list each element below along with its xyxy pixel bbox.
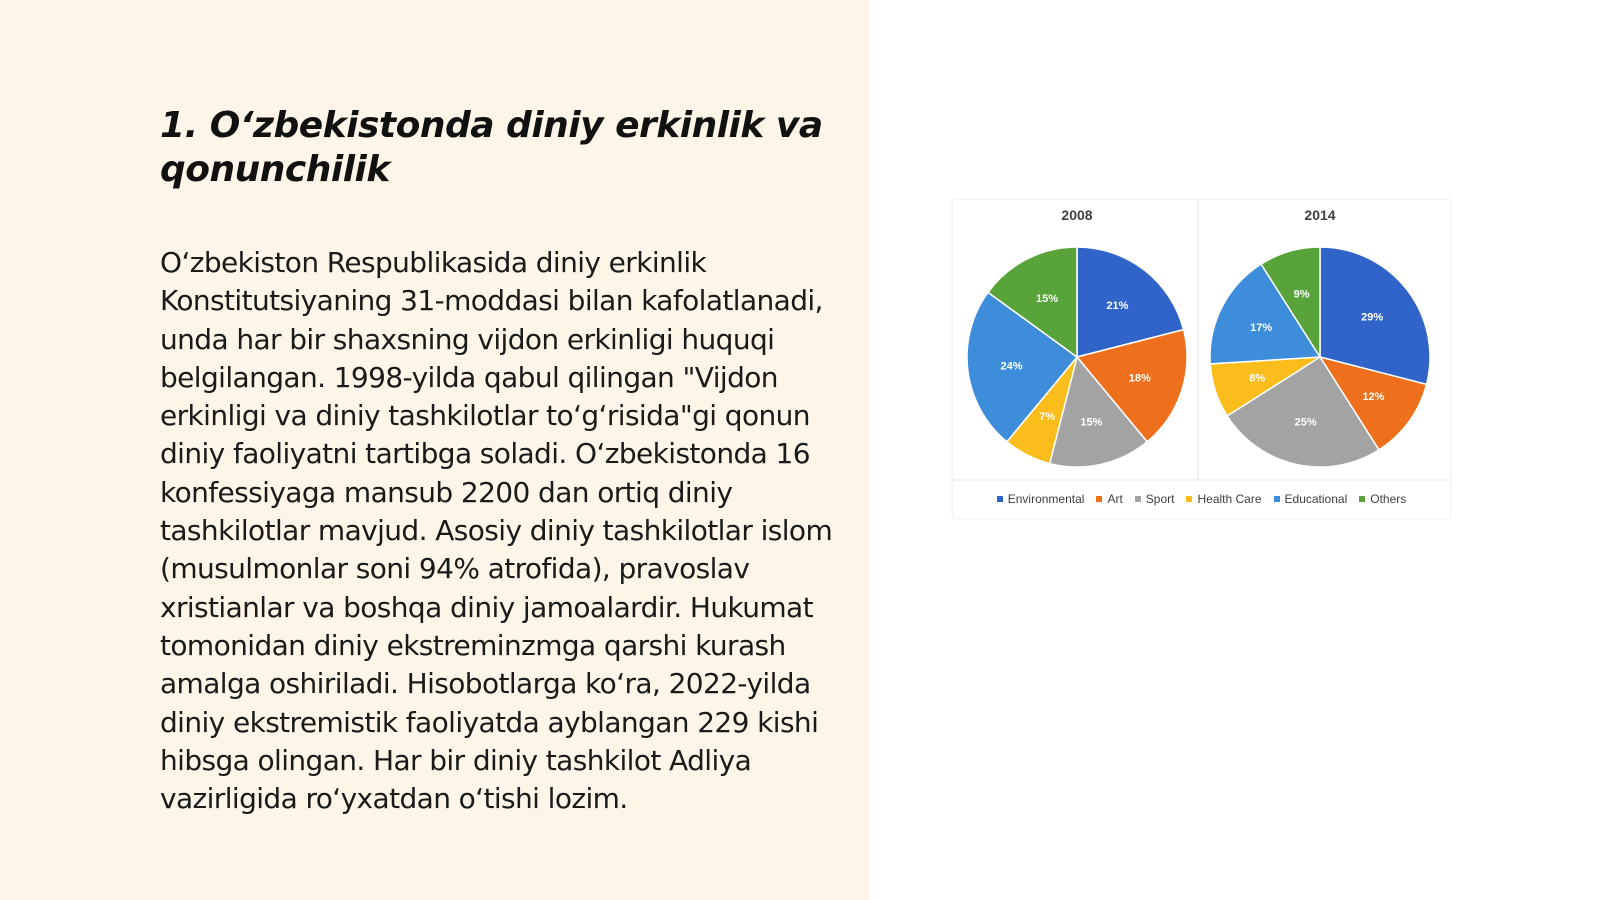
pie-data-label: 15%	[1036, 293, 1059, 306]
pie-data-label: 29%	[1361, 311, 1384, 324]
pie-title-2014: 2014	[1304, 207, 1336, 223]
pie-data-label: 18%	[1128, 372, 1151, 385]
legend-swatch	[1135, 496, 1141, 502]
pie-data-label: 7%	[1039, 410, 1055, 423]
slide-title: 1. O‘zbekistonda diniy erkinlik va qonunchilik	[160, 105, 823, 190]
legend-label: Others	[1370, 492, 1407, 506]
legend-item-art	[1096, 492, 1122, 506]
chart-legend	[953, 490, 1450, 508]
legend-item-others	[1359, 492, 1406, 506]
legend-label: Sport	[1145, 492, 1175, 506]
legend-swatch	[1096, 496, 1102, 502]
legend-swatch	[1359, 496, 1365, 502]
legend-swatch	[997, 496, 1003, 502]
pie-data-label: 15%	[1080, 416, 1103, 429]
legend-label: Health Care	[1197, 492, 1262, 506]
legend-swatch	[1186, 496, 1192, 502]
legend-label: Educational	[1284, 492, 1348, 506]
legend-item-health-care	[1186, 492, 1261, 506]
slide-body-text: O‘zbekiston Respublikasida diniy erkinlik Konstitutsiyaning 31-moddasi bilan kafolatlanadi, unda har bir shaxsning vijdon erkinligi huquqi belgilangan. 1998-yilda qabul qilingan "Vijdon erkinligi va diniy tashkilotlar to‘g‘risida"gi qonun diniy faoliyatni tartibga soladi. O‘zbekistonda 16 konfessiyaga mansub 2200 dan ortiq diniy tashkilotlar mavjud. Asosiy diniy tashkilotlar islom (musulmonlar soni 94% atrofida), pravoslav xristianlar va boshqa diniy jamoalardir. Hukumat tomonidan diniy ekstreminzmga qarshi kurash amalga oshiriladi. Hisobotlarga ko‘ra, 2022-yilda diniy ekstremistik faoliyatda ayblangan 229 kishi hibsga olingan. Har bir diniy tashkilot Adliya vazirligida ro‘yxatdan o‘tishi lozim.	[160, 246, 833, 816]
legend-label: Art	[1107, 492, 1123, 506]
pie-title-2008: 2008	[1061, 207, 1093, 223]
pie-data-label: 25%	[1294, 416, 1317, 429]
legend-item-sport	[1135, 492, 1175, 506]
legend-label: Environmental	[1007, 492, 1085, 506]
legend-item-environmental	[997, 492, 1085, 506]
pie-data-label: 24%	[1000, 360, 1023, 373]
pie-data-label: 12%	[1362, 390, 1385, 403]
pie-data-label: 8%	[1249, 372, 1266, 385]
legend-item-educational	[1274, 492, 1348, 506]
pie-data-label: 17%	[1250, 322, 1273, 335]
legend-swatch	[1274, 496, 1280, 502]
pie-data-label: 9%	[1293, 288, 1310, 301]
pie-data-label: 21%	[1106, 299, 1129, 312]
pie-chart-figure	[953, 200, 1450, 518]
pie-charts-svg	[953, 200, 1450, 490]
